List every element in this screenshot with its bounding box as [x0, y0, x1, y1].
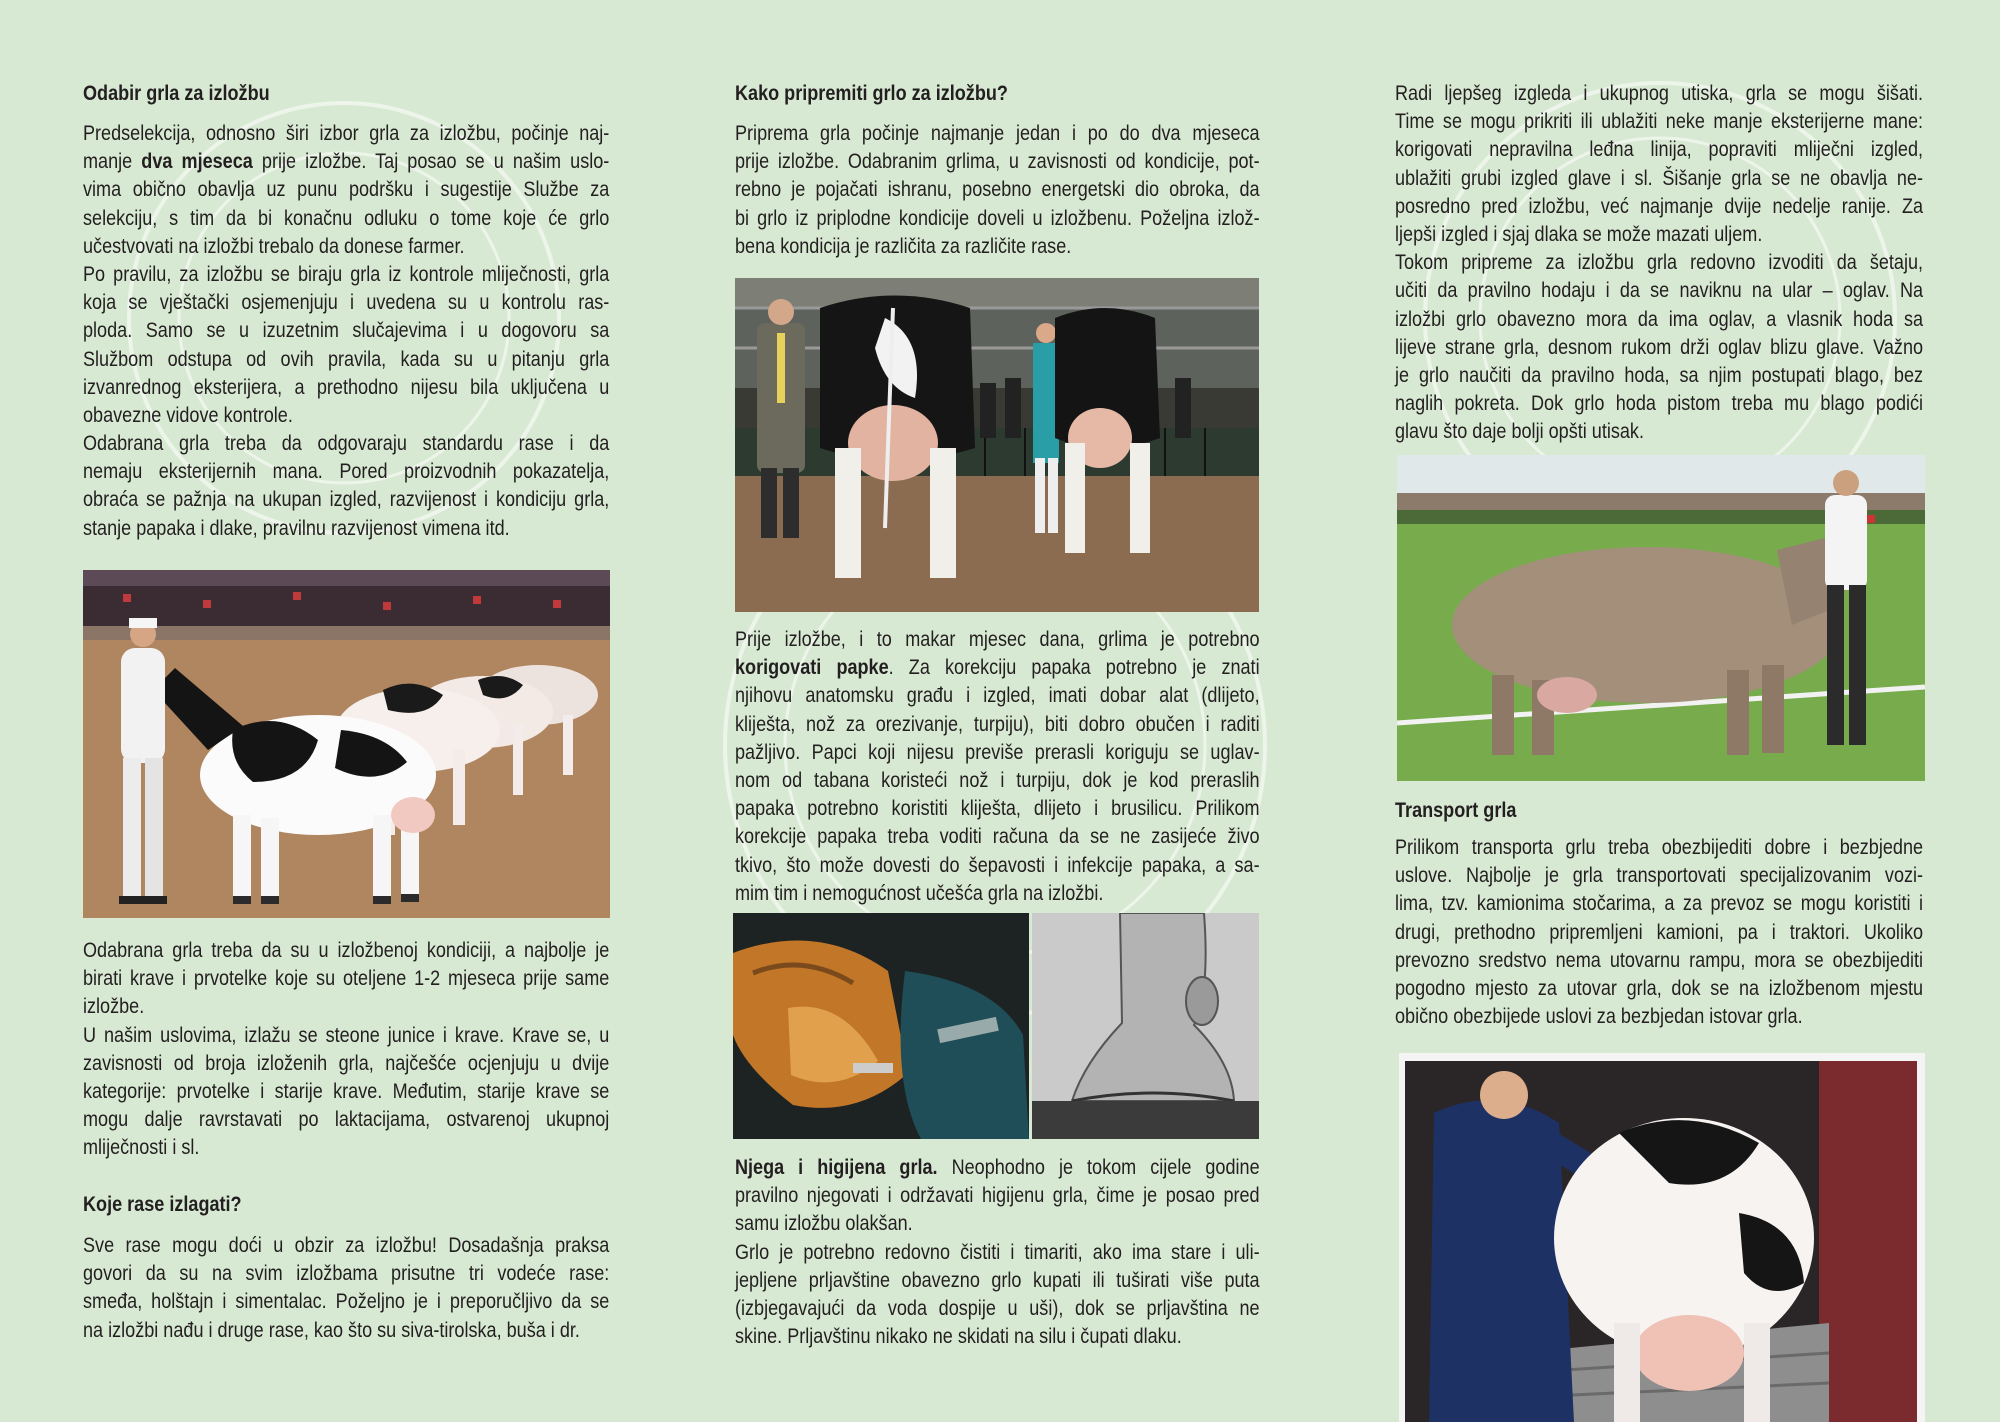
text-line: ublažiti grubi izgled glave i sl. Šišanje grla se ne obavlja ne-: [1395, 166, 1924, 190]
text-line: kliješta, nož za orezivanje, turpiju), biti dobro obučen i raditi: [735, 712, 1260, 736]
text-line: vima obično obavlja uz punu podršku i sugestije Službe za: [83, 178, 610, 202]
text-line: obično obezbijede uslovi za bezbjedan istovar grla.: [1395, 1005, 1803, 1029]
text-segment: . Za korekciju papaka potrebno je znati: [888, 656, 1260, 680]
text-line: tkivo, što može dovesti do šepavosti i infekcije papaka, a sa-: [735, 853, 1260, 877]
text-line: skine. Prljavštinu nikako ne skidati na silu i čupati dlaku.: [735, 1325, 1182, 1349]
text-line: ljepši izgled i sjaj dlaka se može mazati uljem.: [1395, 222, 1763, 246]
photo-cow-trailer: [1399, 1053, 1925, 1422]
text-line: izložbe.: [83, 995, 145, 1019]
text-line: [83, 148, 609, 176]
heading-prepare: Kako pripremiti grlo za izložbu?: [735, 82, 1008, 105]
text-line: [735, 654, 1260, 682]
cows-rear-view-image: [735, 278, 1259, 612]
text-line: selekciju, s tim da bi konačnu odluku o tome koje će grlo: [83, 206, 610, 230]
text-line: Priprema grla počinje najmanje jedan i po do dva mjeseca: [735, 122, 1260, 145]
text-line: je grlo naučiti da pravilno hoda, sa njim postupati blago, bez: [1395, 363, 1924, 387]
text-segment: Neophodno je tokom cijele godine: [937, 1156, 1260, 1179]
hoof-drawing-image: [1032, 913, 1259, 1139]
text-line: [735, 1154, 1260, 1182]
text-line: smeđa, holštajn i simentalac. Poželjno je i preporučljivo da se: [83, 1290, 610, 1314]
text-line: izvanrednog eksterijera, a prethodno nijesu bila uključena u: [83, 375, 610, 399]
text-line: obraća se pažnja na ukupan izgled, razvijenost i kondiciju grla,: [83, 488, 610, 512]
text-segment: manje: [83, 150, 142, 174]
hoof-trimming-image: [733, 913, 1029, 1139]
text-line: prevozno sredstvo nema utovarnu rampu, mora se obezbijediti: [1395, 948, 1924, 972]
photo-cow-lineup: [83, 570, 610, 918]
text-line: kategorije: prvotelke i starije krave. Međutim, starije krave se: [83, 1079, 610, 1103]
text-line: koja se vještački osjemenjuju i uvedena su u kontrolu ras-: [83, 291, 610, 315]
text-line: Odabrana grla treba da odgovaraju standardu rase i da: [83, 432, 610, 456]
paragraph-prepare: [735, 120, 1260, 261]
text-line: Tokom pripreme za izložbu grla redovno izvoditi da šetaju,: [1395, 251, 1924, 275]
bold-text: korigovati papke: [735, 656, 889, 680]
text-line: učiti da pravilno hodaju i da se naviknu na ular – oglav. Na: [1395, 279, 1924, 303]
text-line: Po pravilu, za izložbu se biraju grla iz kontrole mliječnosti, grla: [83, 262, 610, 286]
text-line: jepljene prljavštine obavezno grlo kupati ili tuširati više puta: [735, 1268, 1260, 1292]
text-line: na izložbi nađu i druge rase, kao što su siva-tirolska, buša i dr.: [83, 1318, 580, 1342]
text-line: nom od tabana koristeći nož i turpiju, dok je kod preraslih: [735, 768, 1260, 792]
text-line: lijeve strane grla, desnom rukom drži oglav blizu glave. Važno: [1395, 335, 1924, 359]
text-line: izložbi grlo obavezno mora da ima oglav, a vlasnik hoda sa: [1395, 307, 1924, 331]
heading-selection: Odabir grla za izložbu: [83, 82, 270, 105]
text-line: samu izložbu olakšan.: [735, 1212, 913, 1236]
text-line: bena kondicija je različita za različite rase.: [735, 234, 1072, 258]
text-line: Prilikom transporta grlu treba obezbijediti dobre i bezbjedne: [1395, 836, 1924, 859]
text-line: korigovati nepravilna leđna linija, popraviti mliječni izgled,: [1395, 138, 1924, 162]
text-line: Odabrana grla treba da su u izložbenoj kondiciji, a najbolje je: [83, 939, 610, 962]
text-line: papaka potrebno koristiti kliješta, dlijeto i brusilicu. Prilikom: [735, 797, 1260, 821]
text-line: učestvovati na izložbi trebalo da donese farmer.: [83, 234, 465, 258]
text-line: nemaju eksterijernih mana. Pored proizvodnih pokazatelja,: [83, 460, 610, 484]
text-line: pažljivo. Papci koji nijesu previše prerasli koriguju se uglav-: [735, 740, 1260, 764]
column-left: [83, 0, 610, 1422]
paragraph-hooves: [735, 626, 1260, 908]
text-line: stanje papaka i dlake, pravilnu razvijenost vimena itd.: [83, 516, 510, 540]
bold-text: Njega i higijena grla.: [735, 1156, 938, 1179]
paragraph-transport: [1395, 834, 1923, 1031]
text-line: pogodno mjesto za utovar grla, dok se na izložbenom mjestu: [1395, 976, 1924, 1000]
text-line: glavu što daje bolji opšti utisak.: [1395, 420, 1644, 444]
text-line: njihovu anatomsku građu i izgled, imati dobar alat (dlijeto,: [735, 684, 1260, 708]
text-line: Predselekcija, odnosno širi izbor grla za izložbu, počinje naj-: [83, 122, 610, 145]
heading-transport: Transport grla: [1395, 799, 1517, 822]
text-line: uslove. Najbolje je grla transportovati specijalizovanim vozi-: [1395, 864, 1924, 888]
photo-hoof-trimming: [733, 913, 1029, 1139]
text-line: prije izložbe. Odabranim grlima, u zavisnosti od kondicije, pot-: [735, 150, 1260, 174]
text-segment: prije izložbe. Taj posao se u našim uslo-: [252, 150, 610, 174]
column-middle: [735, 0, 1260, 1422]
column-right: [1395, 0, 1924, 1422]
text-line: naglih pokreta. Dok grlo hoda pistom treba mu blago podići: [1395, 392, 1924, 416]
text-line: Grlo je potrebno redovno čistiti i timariti, ako ima stare i uli-: [735, 1240, 1260, 1264]
text-line: U našim uslovima, izlažu se steone junice i krave. Krave se, u: [83, 1023, 610, 1047]
text-line: mim tim i nemogućnost učešća grla na izložbi.: [735, 881, 1104, 905]
cow-lineup-image: [83, 570, 610, 918]
text-line: obavezne vidove kontrole.: [83, 403, 293, 427]
photo-cows-rear-view: [735, 278, 1259, 612]
text-line: korekcije papaka treba voditi računa da se ne zasijeće živo: [735, 825, 1260, 849]
text-line: ploda. Samo se u izuzetnim slučajevima i u dogovoru sa: [83, 319, 610, 343]
paragraph-grooming: [1395, 80, 1923, 446]
text-line: rebno je pojačati ishranu, posebno energetski dio obroka, da: [735, 178, 1260, 202]
paragraph-breeds: [83, 1232, 609, 1345]
text-line: drugi, prethodno pripremljeni kamioni, pa i traktori. Ukoliko: [1395, 920, 1924, 944]
text-line: Radi ljepšeg izgleda i ukupnog utiska, grla se mogu šišati.: [1395, 82, 1924, 105]
paragraph-condition: [83, 937, 609, 1163]
text-line: pravilno njegovati i održavati higijenu grla, čime je posao pred: [735, 1184, 1260, 1208]
text-line: Službom odstupa od ovih pravila, kada su u pitanju grla: [83, 347, 610, 371]
text-line: Sve rase mogu doći u obzir za izložbu! Dosadašnja praksa: [83, 1234, 610, 1257]
text-line: Time se mogu prikriti ili ublažiti neke manje eksterijerne mane:: [1395, 110, 1924, 134]
text-line: birati krave i prvotelke koje su oteljene 1-2 mjeseca prije same: [83, 967, 610, 991]
text-line: (izbjegavajući da voda dospije u uši), dok se prljavština ne: [735, 1296, 1260, 1320]
text-line: lima, tzv. kamionima stočarima, a za prevoz se mogu koristiti i: [1395, 892, 1924, 916]
paragraph-selection: [83, 120, 609, 543]
photo-cow-walking: [1397, 455, 1925, 781]
text-line: posredno pred izložbu, već najmanje dvije nedelje ranije. Za: [1395, 194, 1924, 218]
text-line: Prije izložbe, i to makar mjesec dana, grlima je potrebno: [735, 628, 1260, 651]
heading-breeds: Koje rase izlagati?: [83, 1193, 242, 1216]
cow-walking-image: [1397, 455, 1925, 781]
bold-text: dva mjeseca: [141, 150, 253, 174]
text-line: mliječnosti i sl.: [83, 1136, 200, 1160]
text-line: zavisnosti od broja izloženih grla, najčešće ocjenjuju u dvije: [83, 1051, 610, 1075]
text-line: govori da su na svim izložbama prisutne tri vodeće rase:: [83, 1262, 610, 1286]
text-line: bi grlo iz priplodne kondicije doveli u izložbenu. Poželjna izlož-: [735, 206, 1260, 230]
photo-hoof-drawing: [1032, 913, 1259, 1139]
text-line: mogu dalje ravrstavati po laktacijama, ostvarenoj ukupnoj: [83, 1108, 610, 1132]
paragraph-hygiene: [735, 1154, 1260, 1351]
cow-trailer-image: [1399, 1053, 1925, 1422]
